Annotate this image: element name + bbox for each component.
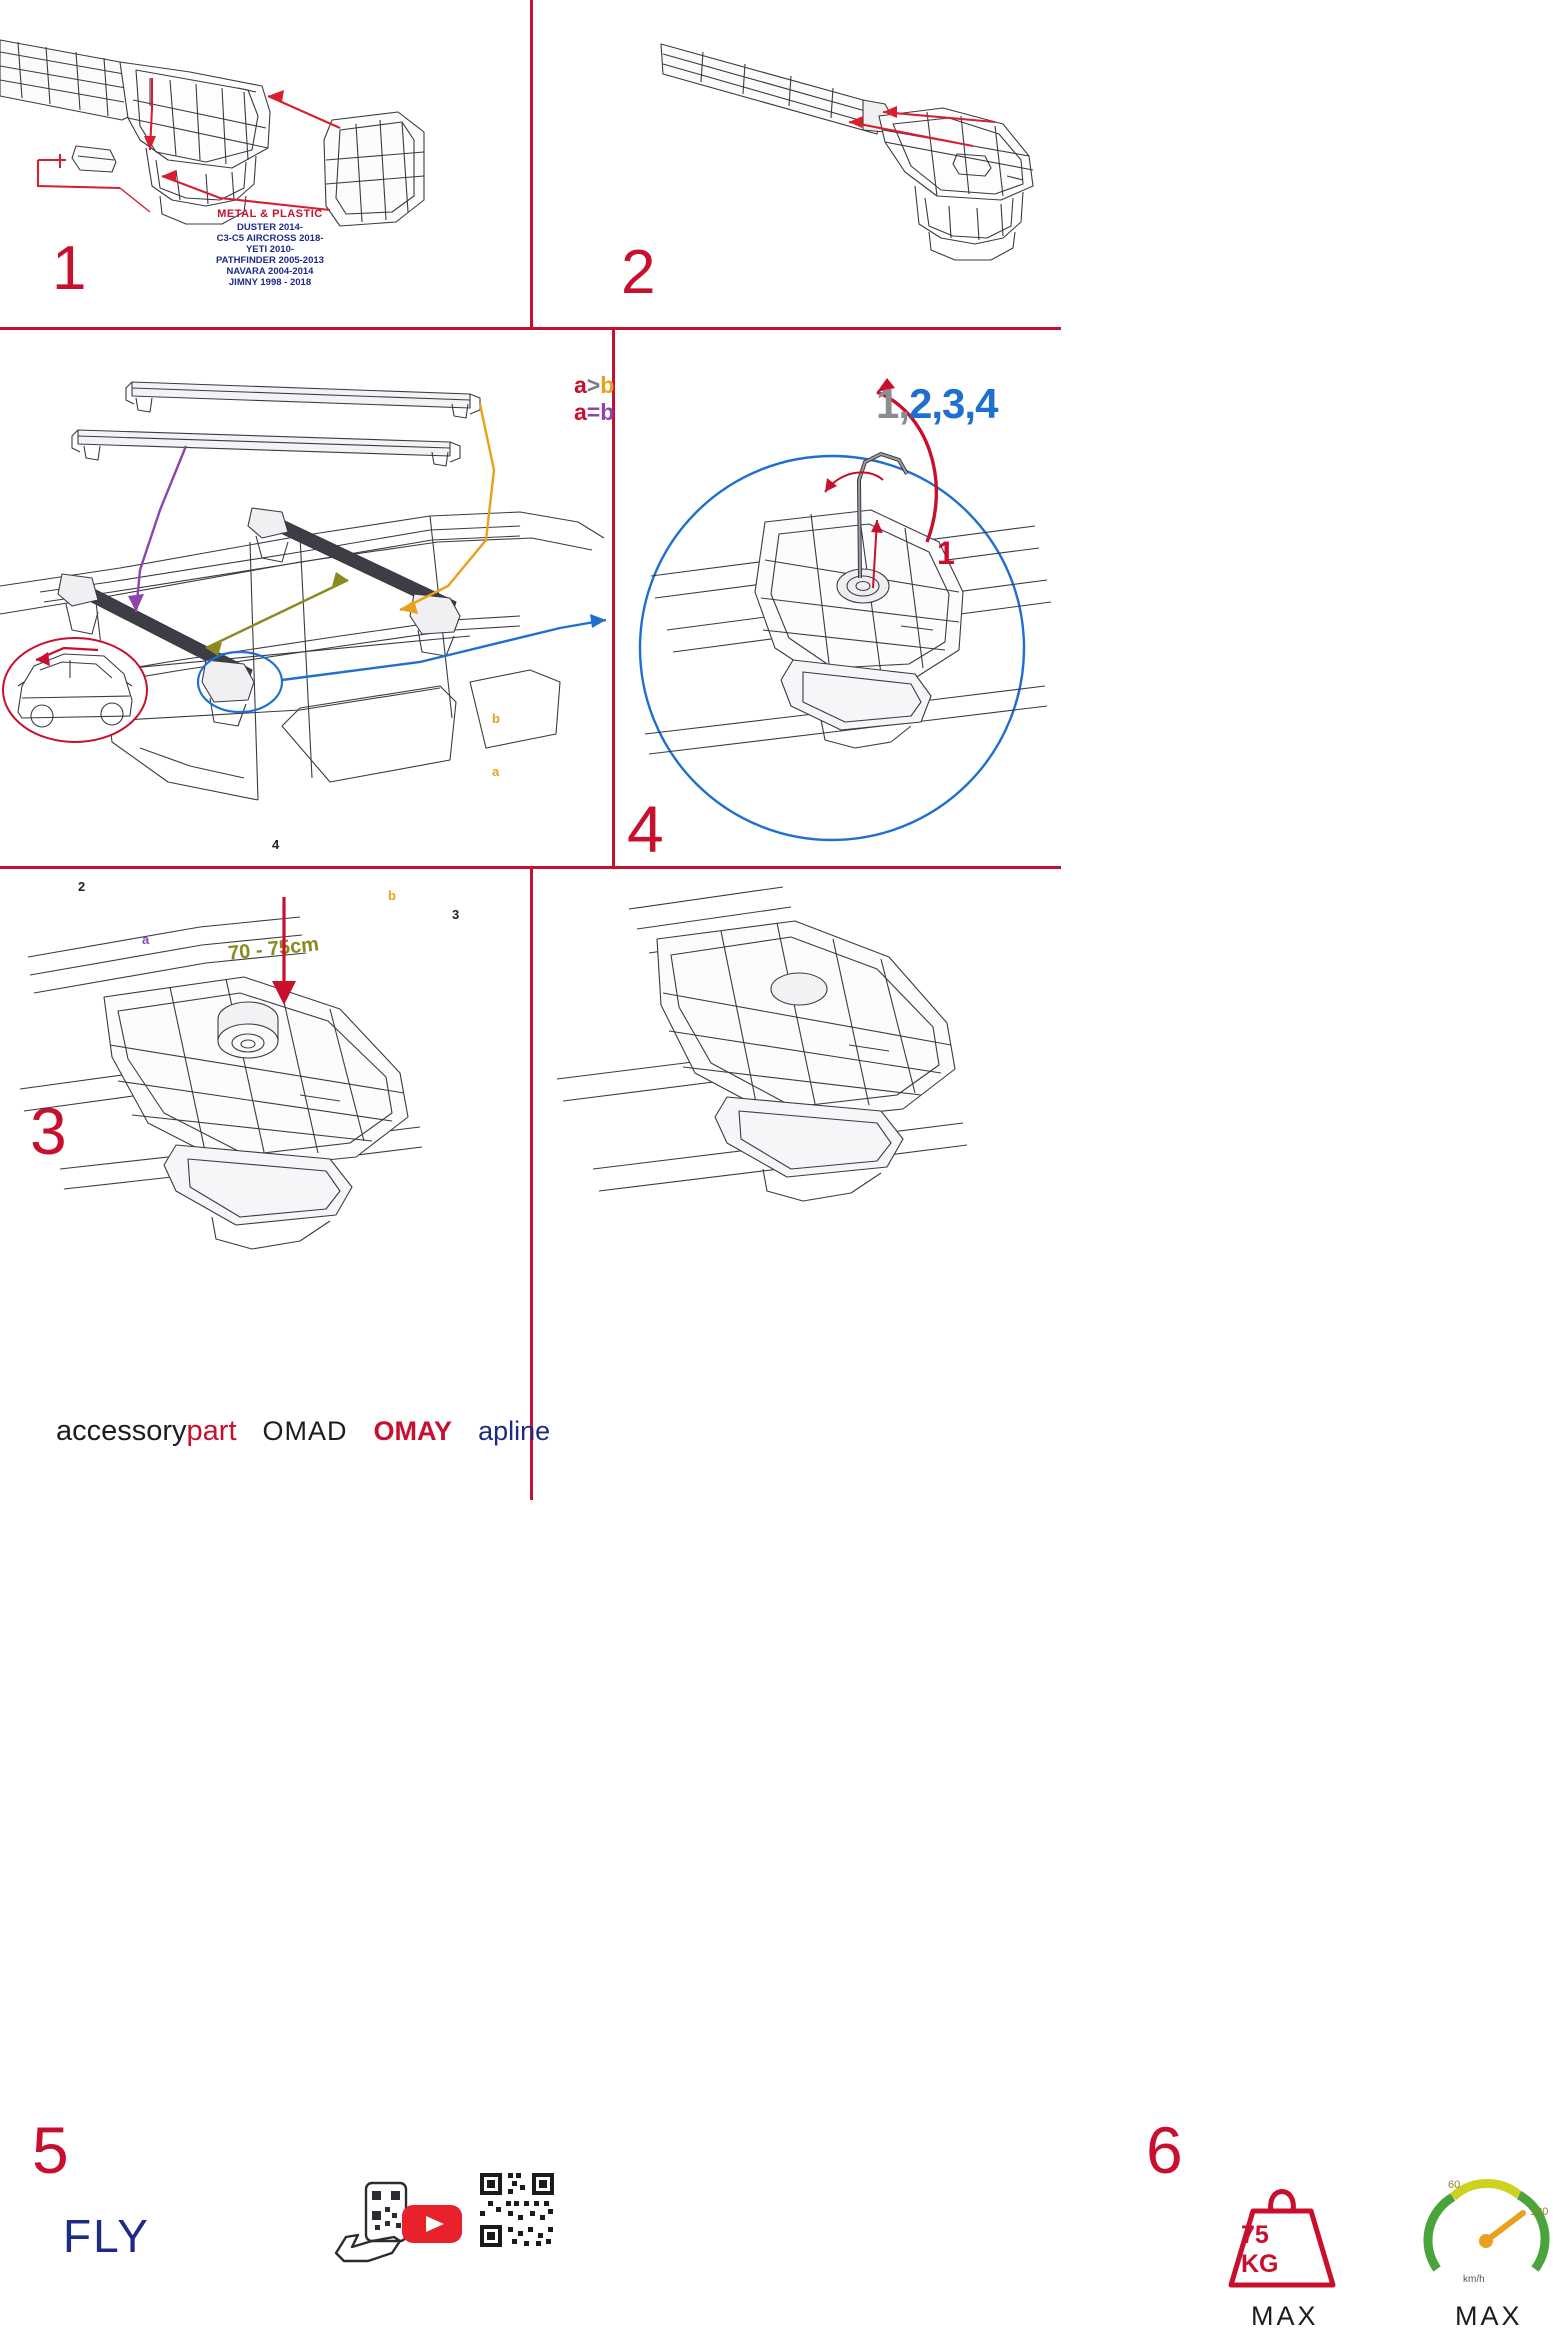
tightening-sequence <box>876 380 997 428</box>
speedometer-icon <box>1423 2169 1553 2293</box>
sequence-first: 1, <box>876 380 910 427</box>
step-number-4: 4 <box>627 792 664 866</box>
vehicle-list <box>140 222 400 288</box>
step-3-illustration <box>0 330 615 866</box>
bar-label-2: 2 <box>78 879 86 894</box>
vehicle-item: JIMNY 1998 - 2018 <box>228 277 312 288</box>
vehicle-item: PATHFINDER 2005-2013 <box>216 255 324 266</box>
step-number-6: 6 <box>1146 2113 1183 2187</box>
speed-tick-120: 120 <box>1530 2206 1549 2218</box>
material-callout <box>140 208 400 288</box>
bar-label-3: 3 <box>452 907 460 922</box>
step-6-illustration <box>533 869 1061 1269</box>
step-1-panel <box>0 0 530 327</box>
step-number-1: 1 <box>52 234 87 303</box>
fly-logo: FLY <box>63 2210 150 2262</box>
step-number-5: 5 <box>32 2113 69 2187</box>
brand-omay: OMAY <box>373 1416 453 1446</box>
compare-b-2: b <box>600 399 615 425</box>
step-5-illustration <box>0 869 530 1289</box>
dimension-label-b-upper: b <box>492 711 500 726</box>
dimension-label-b-lower: b <box>388 888 396 903</box>
distance-label: 70 - 75cm <box>227 933 321 965</box>
compare-op-2: = <box>586 399 601 425</box>
dimension-label-a-lower: a <box>142 932 150 947</box>
vehicle-item: YETI 2010- <box>245 244 295 255</box>
vehicle-item: C3-C5 AIRCROSS 2018- <box>216 233 324 244</box>
comparison-row-1 <box>574 372 614 399</box>
speed-max-label: MAX <box>1455 2301 1523 2331</box>
bar-label-4: 4 <box>272 837 280 852</box>
step-number-2: 2 <box>621 238 656 307</box>
speed-tick-60: 60 <box>1448 2179 1461 2191</box>
comparison-legend <box>574 372 614 426</box>
compare-op: > <box>586 372 601 398</box>
dimension-label-a-upper: a <box>492 764 500 779</box>
vehicle-item: NAVARA 2004-2014 <box>226 266 314 277</box>
sequence-rest: 2,3,4 <box>909 380 998 427</box>
compare-a: a <box>574 372 587 398</box>
step-2-illustration <box>533 0 1061 327</box>
brand-omad: OMAD <box>262 1416 348 1446</box>
step-3-panel <box>0 330 615 1168</box>
brand-accessory-text: accessory <box>56 1415 187 1447</box>
step-number-3: 3 <box>30 1094 67 1168</box>
compare-a-2: a <box>574 399 587 425</box>
weight-value: 75 KG <box>1241 2221 1279 2278</box>
brand-accessorypart <box>56 1415 237 1448</box>
callout-number-1: 1 <box>937 535 955 571</box>
material-title: METAL & PLASTIC <box>217 208 323 220</box>
compare-b: b <box>600 372 615 398</box>
brand-row <box>56 1415 550 1448</box>
brand-part-text: part <box>186 1415 237 1447</box>
comparison-row-2 <box>574 399 614 426</box>
vehicle-item: DUSTER 2014- <box>237 222 303 233</box>
weight-max-label: MAX <box>1251 2301 1319 2331</box>
youtube-icon[interactable] <box>400 2201 464 2247</box>
brand-apline: apline <box>478 1416 551 1446</box>
speed-unit-label: km/h <box>1463 2274 1485 2285</box>
step-2-panel <box>533 0 1061 327</box>
qr-code-icon <box>478 2171 556 2249</box>
step-6-panel <box>533 869 1549 2331</box>
step-5-panel <box>0 869 530 2262</box>
